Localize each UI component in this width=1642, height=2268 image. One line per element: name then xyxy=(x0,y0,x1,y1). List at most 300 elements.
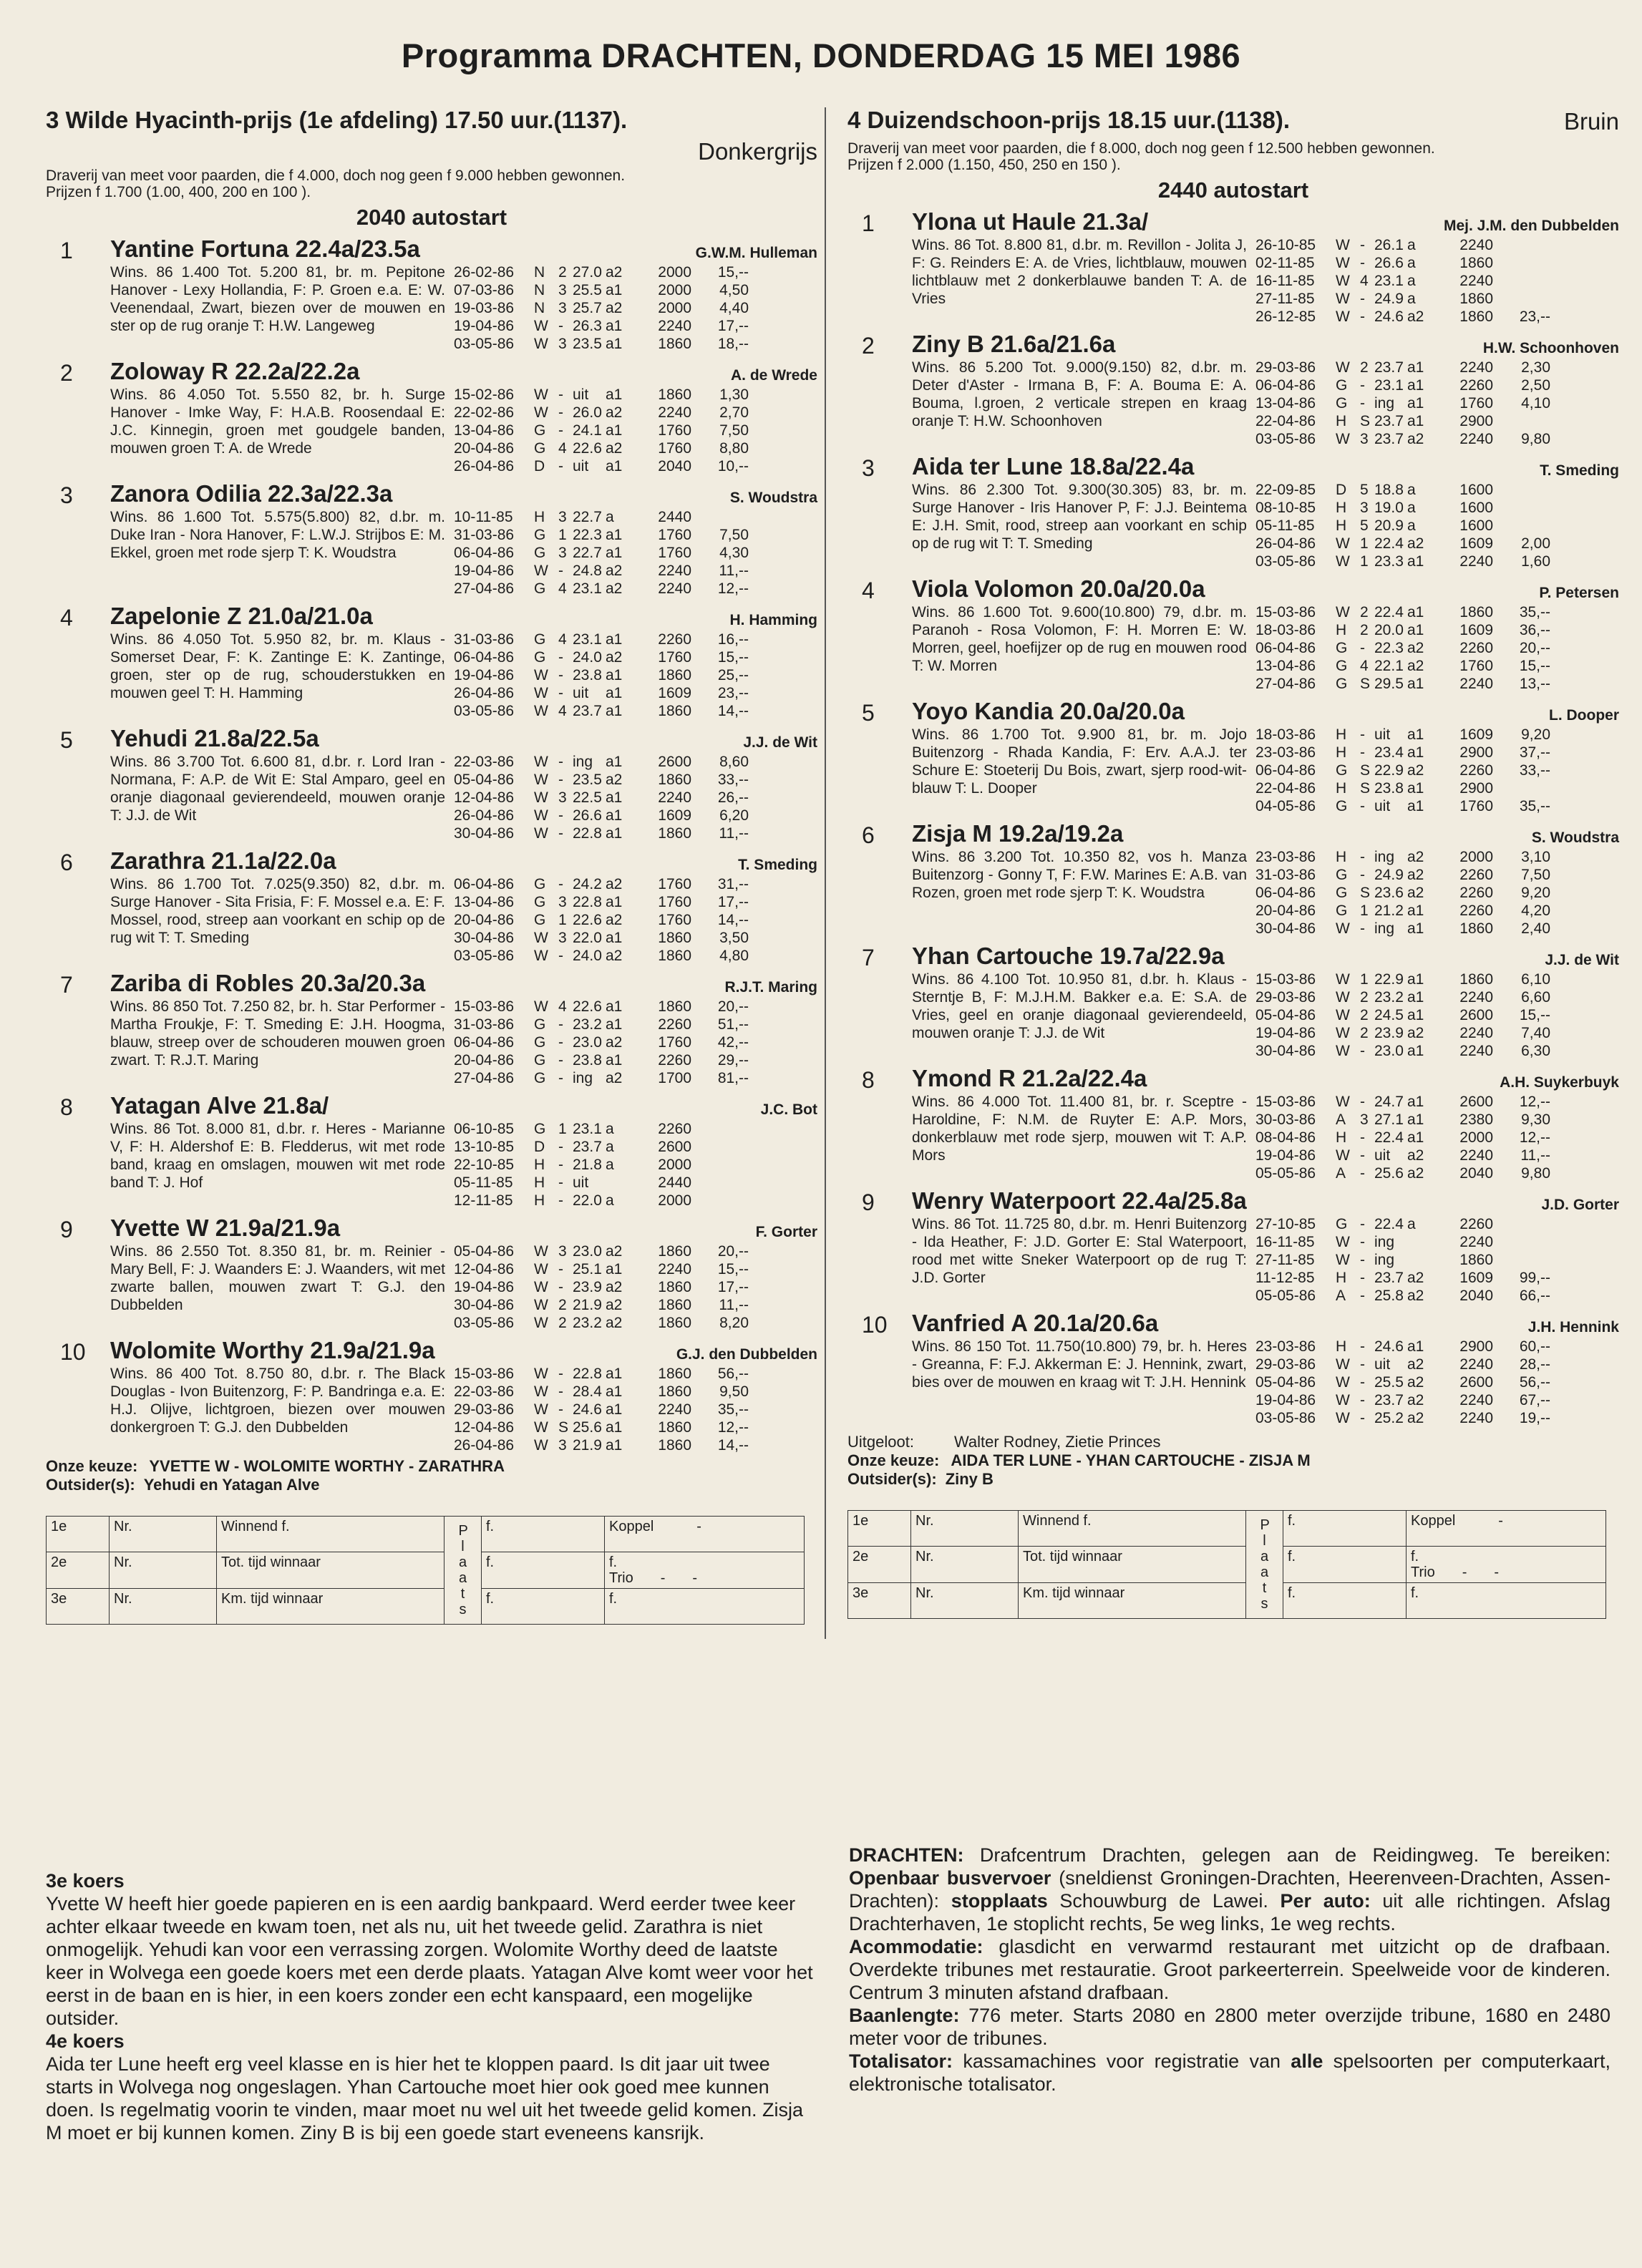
form-time: 24.6 xyxy=(573,1401,602,1418)
form-place: 2 xyxy=(1360,604,1369,620)
form-row xyxy=(454,666,817,684)
form-table xyxy=(1255,726,1619,815)
form-time: 18.8 xyxy=(1374,482,1404,498)
form-start: a2 xyxy=(606,772,623,788)
form-start: a xyxy=(1407,1216,1416,1232)
horse-description: Wins. 86 1.700 Tot. 7.025(9.350) 82, d.br. m. Surge Hanover - Sita Frisia, F: F. Mossel e.a. E: F. Mossel, rood, streep aan voorkant en schip op de rug wit T: T. Smeding xyxy=(110,876,445,946)
form-odds: 12,-- xyxy=(717,580,749,597)
form-odds: 23,-- xyxy=(1519,308,1550,325)
horse-entry xyxy=(847,330,1619,448)
form-start: a2 xyxy=(606,563,623,579)
form-time: 25.5 xyxy=(573,282,602,298)
form-track: H xyxy=(1336,413,1347,429)
form-row xyxy=(1255,1269,1619,1287)
form-odds: 8,20 xyxy=(719,1315,749,1331)
outsiders-label: Outsider(s): xyxy=(46,1476,135,1494)
form-row xyxy=(454,386,817,404)
form-start: a2 xyxy=(1407,431,1424,447)
form-time: 22.7 xyxy=(573,545,602,561)
form-time: 22.4 xyxy=(1374,604,1404,620)
form-row xyxy=(454,684,817,702)
form-date: 26-12-85 xyxy=(1255,308,1316,325)
trio-dash: - xyxy=(692,1570,698,1586)
form-place: - xyxy=(558,1174,563,1191)
form-time: 24.8 xyxy=(573,563,602,579)
form-place: - xyxy=(558,772,563,788)
form-place: - xyxy=(1360,726,1365,743)
form-date: 26-04-86 xyxy=(454,1437,515,1454)
horse-body xyxy=(46,1365,817,1454)
form-place: S xyxy=(1360,413,1371,429)
koppel-dash: - xyxy=(696,1519,701,1534)
result-grid xyxy=(847,1510,1606,1619)
form-track: A xyxy=(1336,1165,1346,1182)
form-date: 30-04-86 xyxy=(454,930,515,946)
form-start: a1 xyxy=(1407,971,1424,988)
form-distance: 1860 xyxy=(658,1279,691,1295)
form-row xyxy=(1255,1164,1619,1182)
form-table xyxy=(454,1120,817,1210)
form-time: uit xyxy=(573,458,589,474)
horse-name: Viola Volomon 20.0a/20.0a xyxy=(912,575,1205,602)
form-date: 12-04-86 xyxy=(454,789,515,806)
form-date: 18-03-86 xyxy=(1255,622,1316,638)
venue-label: DRACHTEN: xyxy=(849,1844,964,1866)
form-track: W xyxy=(1336,1234,1350,1250)
our-choice-label: Onze keuze: xyxy=(847,1451,940,1469)
form-time: 22.1 xyxy=(1374,658,1404,674)
form-start: a1 xyxy=(606,789,623,806)
form-time: 27.1 xyxy=(1374,1111,1404,1128)
form-date: 22-09-85 xyxy=(1255,482,1316,498)
pool-cell xyxy=(605,1517,805,1552)
horse-header xyxy=(847,208,1619,236)
form-distance: 2240 xyxy=(658,789,691,806)
form-date: 31-03-86 xyxy=(454,631,515,648)
form-date: 03-05-86 xyxy=(454,1315,515,1331)
form-odds: 4,30 xyxy=(719,545,749,561)
form-start xyxy=(1407,1233,1444,1251)
form-date: 06-04-86 xyxy=(1255,640,1316,656)
form-place: - xyxy=(1360,1410,1365,1426)
form-distance: 2240 xyxy=(1459,676,1493,692)
f-cell: f. xyxy=(1283,1511,1407,1547)
trio-line xyxy=(1411,1564,1601,1580)
form-odds: 99,-- xyxy=(1519,1270,1550,1286)
form-place: - xyxy=(1360,920,1365,937)
form-distance: 2000 xyxy=(658,1157,691,1173)
form-start: a2 xyxy=(606,1243,623,1260)
form-time: 23.1 xyxy=(1374,377,1404,394)
form-odds: 25,-- xyxy=(717,667,749,683)
form-table xyxy=(454,508,817,598)
horse-body xyxy=(847,603,1619,693)
form-place: 5 xyxy=(1360,517,1369,534)
horse-header xyxy=(46,357,817,386)
form-place: 4 xyxy=(558,580,567,597)
form-row xyxy=(454,1033,817,1051)
form-place: - xyxy=(1360,867,1365,883)
nr-cell: Nr. xyxy=(911,1511,1019,1547)
form-row xyxy=(454,1383,817,1401)
form-row xyxy=(454,998,817,1016)
form-row xyxy=(1255,272,1619,290)
bus-label: Openbaar busvervoer xyxy=(849,1867,1051,1889)
form-time: 24.1 xyxy=(573,422,602,439)
form-distance: 2240 xyxy=(658,1261,691,1277)
form-track: H xyxy=(1336,1129,1347,1146)
form-place: - xyxy=(1360,377,1365,394)
form-row xyxy=(454,911,817,929)
form-track: W xyxy=(534,1383,548,1400)
form-place: 1 xyxy=(1360,535,1369,552)
form-odds: 4,50 xyxy=(719,282,749,298)
car-text: uit alle richtingen. Afslag Drachterhaven, 1e stoplicht rechts, 5e weg links, 1e weg rechts. xyxy=(849,1890,1611,1934)
form-date: 03-05-86 xyxy=(454,336,515,352)
commentary-heading-4: 4e koers xyxy=(46,2030,125,2052)
form-date: 22-04-86 xyxy=(1255,780,1316,797)
form-time: ing xyxy=(573,1070,593,1086)
form-odds: 6,30 xyxy=(1521,1043,1550,1059)
form-odds xyxy=(691,1138,749,1156)
form-track: W xyxy=(534,930,548,946)
form-row xyxy=(454,1314,817,1332)
form-start: a2 xyxy=(606,440,623,457)
horse-body xyxy=(46,1120,817,1210)
form-start: a xyxy=(1407,291,1416,307)
form-distance: 1860 xyxy=(1459,308,1493,325)
form-start: a1 xyxy=(1407,726,1424,743)
form-odds: 35,-- xyxy=(1519,604,1550,620)
form-track: W xyxy=(534,563,548,579)
form-place: 3 xyxy=(558,545,567,561)
form-start: a1 xyxy=(606,282,623,298)
form-start: a2 xyxy=(606,264,623,281)
form-start: a1 xyxy=(606,825,623,842)
form-date: 29-03-86 xyxy=(454,1401,515,1418)
form-start: a1 xyxy=(1407,676,1424,692)
form-place: 3 xyxy=(1360,431,1369,447)
form-odds: 28,-- xyxy=(1519,1356,1550,1373)
horse-entry xyxy=(46,969,817,1087)
form-row xyxy=(1255,970,1619,988)
form-odds: 81,-- xyxy=(717,1070,749,1086)
horse-description: Wins. 86 3.700 Tot. 6.600 81, d.br. r. Lord Iran - Normana, F: A.P. de Wit E: Stal Amparo, geel en oranje diagonaal gevierendeeld, mouwen oranje T: J.J. de Wit xyxy=(110,754,445,824)
horse-header xyxy=(46,969,817,998)
form-track: G xyxy=(1336,658,1348,674)
form-date: 12-04-86 xyxy=(454,1419,515,1436)
form-row xyxy=(454,1156,817,1174)
form-place: - xyxy=(1360,308,1365,325)
venue-text: Drafcentrum Drachten, gelegen aan de Reidingweg. Te bereiken: xyxy=(963,1844,1611,1866)
form-date: 22-02-86 xyxy=(454,404,515,421)
form-start: a1 xyxy=(606,1401,623,1418)
form-time: 23.7 xyxy=(1374,431,1404,447)
race-4-column xyxy=(847,106,1619,1619)
form-place: - xyxy=(1360,255,1365,271)
form-track: W xyxy=(1336,1356,1350,1373)
horse-name: Aida ter Lune 18.8a/22.4a xyxy=(912,453,1195,480)
form-distance: 2260 xyxy=(1459,885,1493,901)
form-track: D xyxy=(1336,482,1347,498)
form-odds xyxy=(1493,481,1550,499)
outsiders xyxy=(847,1470,1619,1489)
form-date: 05-04-86 xyxy=(1255,1007,1316,1023)
form-track: G xyxy=(534,1034,546,1051)
form-time: 24.6 xyxy=(1374,308,1404,325)
form-track: G xyxy=(534,422,546,439)
race-colour: Donkergrijs xyxy=(698,138,817,165)
form-track: W xyxy=(1336,1043,1350,1059)
horse-entry xyxy=(46,1214,817,1332)
form-date: 22-10-85 xyxy=(454,1157,515,1173)
nr-cell: Nr. xyxy=(110,1589,217,1625)
form-row xyxy=(1255,639,1619,657)
form-time: 21.8 xyxy=(573,1157,602,1173)
form-distance: 2040 xyxy=(1459,1288,1493,1304)
race-conditions: Draverij van meet voor paarden, die f 8.000, doch nog geen f 12.500 hebben gewonnen. xyxy=(847,140,1435,157)
form-date: 20-04-86 xyxy=(1255,902,1316,919)
horse-name: Vanfried A 20.1a/20.6a xyxy=(912,1310,1159,1336)
form-time: 23.0 xyxy=(573,1243,602,1260)
form-row xyxy=(1255,1356,1619,1373)
form-start: a2 xyxy=(606,1297,623,1313)
accommodation-label: Acommodatie: xyxy=(849,1936,983,1957)
form-track: W xyxy=(1336,255,1350,271)
form-time: 23.6 xyxy=(1374,885,1404,901)
form-distance: 1860 xyxy=(658,1366,691,1382)
form-time: 26.3 xyxy=(573,318,602,334)
form-date: 30-04-86 xyxy=(454,825,515,842)
form-odds xyxy=(691,1156,749,1174)
form-track: W xyxy=(534,685,548,701)
form-row xyxy=(454,1069,817,1087)
stop-text: Schouwburg de Lawei. xyxy=(1047,1890,1281,1912)
form-start: a1 xyxy=(606,1016,623,1033)
form-date: 30-04-86 xyxy=(1255,920,1316,937)
form-row xyxy=(454,1401,817,1418)
form-track: G xyxy=(534,1016,546,1033)
horse-trainer: J.H. Hennink xyxy=(1527,1319,1619,1335)
form-table xyxy=(454,998,817,1087)
form-distance: 1760 xyxy=(658,527,691,543)
form-date: 06-04-86 xyxy=(454,876,515,892)
form-time: uit xyxy=(1374,1147,1391,1164)
form-track: G xyxy=(1336,640,1348,656)
form-row xyxy=(454,875,817,893)
form-table xyxy=(454,875,817,965)
form-row xyxy=(1255,517,1619,535)
horse-header xyxy=(46,1091,817,1120)
form-date: 13-04-86 xyxy=(1255,658,1316,674)
f-label: f. xyxy=(1411,1585,1419,1601)
form-start: a xyxy=(606,509,614,525)
horse-trainer: T. Smeding xyxy=(1540,462,1619,479)
plaats-cell xyxy=(1246,1511,1283,1619)
horse-entry xyxy=(46,724,817,842)
form-date: 26-04-86 xyxy=(1255,535,1316,552)
form-date: 15-03-86 xyxy=(454,998,515,1015)
form-table xyxy=(1255,848,1619,938)
form-row xyxy=(454,422,817,439)
form-start: a1 xyxy=(606,703,623,719)
form-distance: 2600 xyxy=(1459,1094,1493,1110)
horse-entry xyxy=(847,1309,1619,1427)
horse-header xyxy=(847,697,1619,726)
form-time: 21.9 xyxy=(573,1437,602,1454)
form-place: S xyxy=(1360,762,1371,779)
form-start: a1 xyxy=(1407,1111,1424,1128)
form-place: 4 xyxy=(558,631,567,648)
form-distance: 2440 xyxy=(658,509,691,525)
form-start: a1 xyxy=(1407,1338,1424,1355)
form-date: 03-05-86 xyxy=(1255,553,1316,570)
form-odds: 7,50 xyxy=(1521,867,1550,883)
form-track: A xyxy=(1336,1111,1346,1128)
form-time: 23.2 xyxy=(573,1315,602,1331)
form-track: H xyxy=(534,1192,545,1209)
commentary-text-3: Yvette W heeft hier goede papieren en is een aardig bankpaard. Werd eerder twee keer achter elkaar tweede en kwam toen, net als nu, uit het tweede gelid. Zarathra is niet onmogelijk. Yehudi kan voor een verrassing zorgen. Wolomite Worthy deed de laatste keer in Wolvega een goede koers met een derde plaats. Yatagan Alve komt weer voor het eerst in de baan en is hier, in een koers zonder een echt kanspaard, een mogelijke outsider. xyxy=(46,1893,813,2029)
form-track: G xyxy=(534,894,546,910)
form-odds: 7,40 xyxy=(1521,1025,1550,1041)
form-date: 16-11-85 xyxy=(1255,273,1315,289)
form-start: a2 xyxy=(606,1070,623,1086)
form-start: a2 xyxy=(606,912,623,928)
form-distance: 1860 xyxy=(658,930,691,946)
form-time: 22.6 xyxy=(573,440,602,457)
form-row xyxy=(454,457,817,475)
horse-description: Wins. 86 5.200 Tot. 9.000(9.150) 82, d.br. m. Deter d'Aster - Irmana B, F: A. Bouma E: A. Bouma, l.groen, 2 verticale strepen en kraag oranje T: H.W. Schoonhoven xyxy=(912,359,1247,429)
form-place: 5 xyxy=(1360,482,1369,498)
form-distance: 1760 xyxy=(658,545,691,561)
form-distance: 1860 xyxy=(658,1383,691,1400)
horse-body xyxy=(46,386,817,475)
pool-cell xyxy=(1407,1511,1606,1547)
horse-entry xyxy=(46,1091,817,1210)
horse-list xyxy=(46,235,817,1454)
form-track: G xyxy=(534,876,546,892)
form-distance: 2240 xyxy=(658,580,691,597)
form-row xyxy=(454,1242,817,1260)
form-row xyxy=(454,929,817,947)
form-distance: 1600 xyxy=(1459,500,1493,516)
form-place: 2 xyxy=(1360,1007,1369,1023)
horse-trainer: H.W. Schoonhoven xyxy=(1482,340,1619,356)
form-row xyxy=(1255,1251,1619,1269)
withdrawn xyxy=(847,1433,1619,1451)
form-odds: 6,20 xyxy=(719,807,749,824)
horse-name: Yoyo Kandia 20.0a/20.0a xyxy=(912,698,1185,724)
outsiders xyxy=(46,1476,817,1494)
form-odds: 11,-- xyxy=(719,1297,749,1313)
koppel-label: Koppel xyxy=(609,1519,654,1534)
form-date: 27-04-86 xyxy=(454,1070,515,1086)
horse-number: 3 xyxy=(862,455,875,481)
horse-body xyxy=(847,848,1619,938)
form-place: 2 xyxy=(558,1297,567,1313)
form-track: W xyxy=(534,1279,548,1295)
pool-cell xyxy=(1407,1583,1606,1619)
form-time: 26.6 xyxy=(1374,255,1404,271)
form-time: 23.8 xyxy=(573,1052,602,1069)
form-track: W xyxy=(534,1315,548,1331)
form-odds xyxy=(1493,290,1550,308)
horse-name: Yatagan Alve 21.8a/ xyxy=(110,1092,329,1119)
label-cell: Km. tijd winnaar xyxy=(1019,1583,1246,1619)
form-track: G xyxy=(534,545,546,561)
form-row xyxy=(454,439,817,457)
form-time: 24.2 xyxy=(573,876,602,892)
horse-entry xyxy=(847,452,1619,570)
form-start: a2 xyxy=(606,649,623,666)
form-odds: 12,-- xyxy=(717,1419,749,1436)
form-odds xyxy=(1493,272,1550,290)
horse-entry xyxy=(46,847,817,965)
form-time: 23.7 xyxy=(573,1139,602,1155)
form-row xyxy=(454,508,817,526)
form-date: 06-04-86 xyxy=(1255,377,1316,394)
form-start: a1 xyxy=(1407,1094,1424,1110)
form-row xyxy=(454,789,817,807)
form-track: W xyxy=(534,318,548,334)
form-track: W xyxy=(534,703,548,719)
form-start: a1 xyxy=(606,422,623,439)
form-date: 06-04-86 xyxy=(454,1034,515,1051)
form-track: H xyxy=(1336,726,1347,743)
form-distance: 1860 xyxy=(1459,1252,1493,1268)
horse-body xyxy=(847,359,1619,448)
form-time: 23.0 xyxy=(1374,1043,1404,1059)
form-time: 21.2 xyxy=(1374,902,1404,919)
form-place: - xyxy=(558,422,563,439)
form-place: 2 xyxy=(558,1315,567,1331)
horse-number: 4 xyxy=(862,578,875,603)
horse-number: 6 xyxy=(60,850,73,875)
horse-entry xyxy=(46,235,817,353)
form-place: 1 xyxy=(1360,553,1369,570)
form-start: a1 xyxy=(1407,553,1424,570)
our-choice-value: AIDA TER LUNE - YHAN CARTOUCHE - ZISJA M xyxy=(951,1451,1311,1469)
nr-cell: Nr. xyxy=(911,1547,1019,1583)
horse-body xyxy=(847,1093,1619,1182)
horse-trainer: A. de Wrede xyxy=(731,367,817,384)
form-track: G xyxy=(534,649,546,666)
horse-trainer: G.W.M. Hulleman xyxy=(695,245,817,261)
form-place: - xyxy=(1360,1392,1365,1408)
form-distance: 1760 xyxy=(658,1034,691,1051)
form-odds: 51,-- xyxy=(717,1016,749,1033)
form-odds xyxy=(1493,412,1550,430)
form-place: - xyxy=(558,1157,563,1173)
form-place: - xyxy=(558,1383,563,1400)
form-start: a xyxy=(606,1192,614,1209)
horse-name: Zapelonie Z 21.0a/21.0a xyxy=(110,603,373,629)
horse-name: Yvette W 21.9a/21.9a xyxy=(110,1215,341,1241)
form-place: - xyxy=(558,1366,563,1382)
form-row xyxy=(454,281,817,299)
form-time: uit xyxy=(1374,726,1391,743)
form-track: W xyxy=(1336,1374,1350,1391)
koppel-dash: - xyxy=(1498,1513,1503,1529)
form-time: 26.6 xyxy=(573,807,602,824)
horse-name: Yehudi 21.8a/22.5a xyxy=(110,725,319,751)
commentary xyxy=(46,1869,816,2144)
outsiders-value: Yehudi en Yatagan Alve xyxy=(143,1476,320,1494)
form-place: 3 xyxy=(558,509,567,525)
form-table xyxy=(1255,603,1619,693)
form-track: W xyxy=(534,789,548,806)
horse-trainer: G.J. den Dubbelden xyxy=(676,1346,817,1363)
